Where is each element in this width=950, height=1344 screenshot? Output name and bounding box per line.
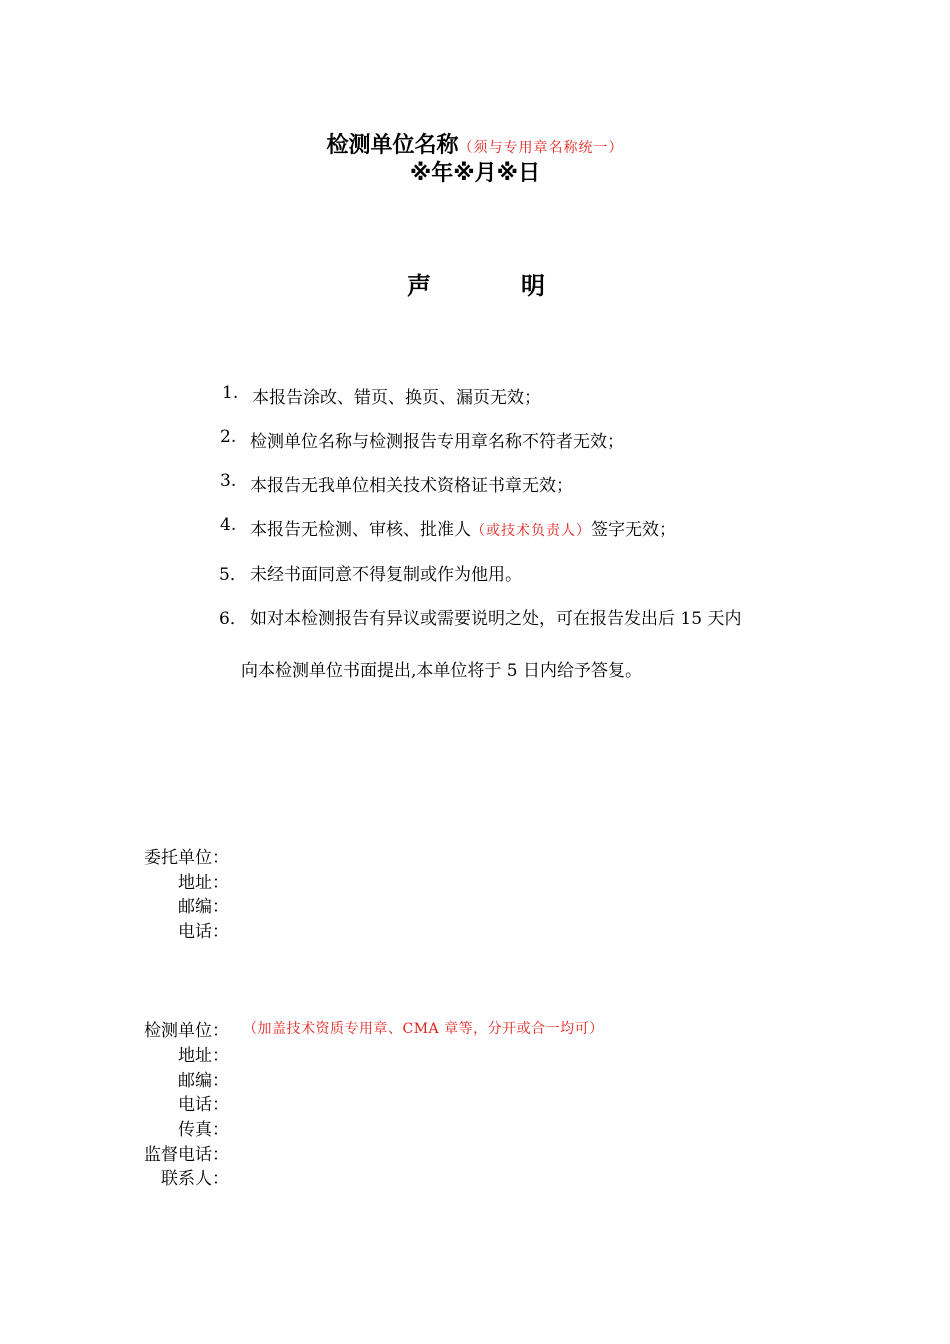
lab-unit-label: 检测单位： xyxy=(144,1021,229,1041)
lab-fax-label: 传真： xyxy=(178,1120,229,1140)
statement-heading-left: 声 xyxy=(407,272,431,300)
lab-address-label: 地址： xyxy=(178,1046,229,1066)
client-postcode-label: 邮编： xyxy=(178,897,229,917)
item-text: 未经书面同意不得复制或作为他用。 xyxy=(250,565,522,585)
statement-item-6-continuation: 向本检测单位书面提出,本单位将于 5 日内给予答复。 xyxy=(241,661,643,681)
title-note: （须与专用章名称统一） xyxy=(458,140,624,156)
item-text: 本报告涂改、错页、换页、漏页无效； xyxy=(252,388,541,408)
report-date: ※年※月※日 xyxy=(409,161,541,186)
item-number: 4. xyxy=(220,515,237,535)
item-text: 如对本检测报告有异议或需要说明之处，可在报告发出后 15 天内 xyxy=(250,609,742,629)
client-phone-label: 电话： xyxy=(178,922,229,942)
item-text: 本报告无我单位相关技术资格证书章无效； xyxy=(250,476,573,496)
statement-heading-right: 明 xyxy=(521,272,545,300)
item-number: 6． xyxy=(219,609,247,629)
item-text: 检测单位名称与检测报告专用章名称不符者无效； xyxy=(250,432,624,452)
lab-supervision-phone-label: 监督电话： xyxy=(144,1145,229,1165)
item-text-end: 签字无效； xyxy=(591,520,676,540)
item-number: 2. xyxy=(220,427,237,447)
client-address-label: 地址： xyxy=(178,873,229,893)
item-number: 3. xyxy=(220,471,237,491)
client-unit-label: 委托单位： xyxy=(144,848,229,868)
report-title xyxy=(0,128,950,159)
lab-unit-note: （加盖技术资质专用章、CMA 章等，分开或合一均可） xyxy=(243,1021,604,1037)
lab-postcode-label: 邮编： xyxy=(178,1071,229,1091)
lab-contact-label: 联系人： xyxy=(161,1169,229,1189)
lab-name-placeholder: 检测单位名称 xyxy=(326,133,459,158)
item-number: 5． xyxy=(219,565,247,585)
lab-phone-label: 电话： xyxy=(178,1095,229,1115)
item-number: 1. xyxy=(222,383,239,403)
item-text: 本报告无检测、审核、批准人 xyxy=(250,520,471,540)
item-note: （或技术负责人） xyxy=(471,523,591,539)
